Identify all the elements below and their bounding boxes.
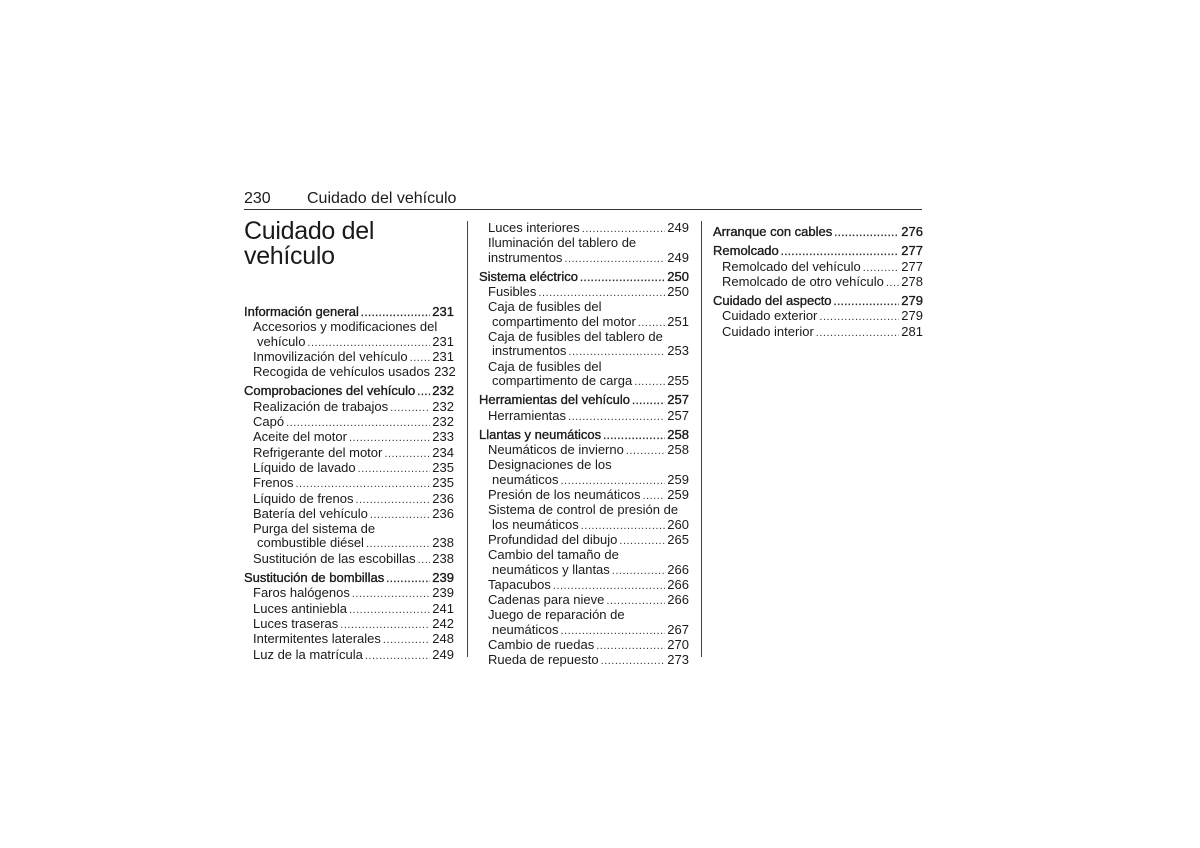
toc-page-number: 266: [667, 576, 689, 592]
toc-column-3: [713, 225, 923, 340]
column-divider: [701, 221, 702, 657]
toc-item[interactable]: [244, 586, 454, 601]
toc-item[interactable]: [479, 330, 689, 360]
leader-dots: [417, 385, 430, 399]
toc-item[interactable]: [244, 430, 454, 445]
leader-dots: [383, 633, 430, 647]
toc-page-number: 236: [432, 490, 454, 506]
toc-item[interactable]: [244, 632, 454, 647]
toc-page-number: 265: [667, 531, 689, 547]
leader-dots: [619, 534, 665, 548]
toc-page-number: 257: [667, 407, 689, 423]
toc-item[interactable]: [713, 275, 923, 290]
leader-dots: [384, 447, 430, 461]
toc-item-label: Realización de trabajos: [253, 398, 389, 414]
toc-item-label: Aceite del motor: [253, 429, 347, 445]
toc-item-label: Accesorios y modificaciones del: [253, 319, 438, 335]
toc-section[interactable]: [479, 270, 689, 285]
leader-dots: [781, 245, 900, 259]
toc-section[interactable]: [713, 244, 923, 259]
toc-section[interactable]: [713, 294, 923, 309]
toc-item-label: Caja de fusibles del tablero de: [488, 329, 663, 345]
toc-page-number: 231: [432, 304, 454, 319]
toc-item[interactable]: [244, 507, 454, 522]
leader-dots: [355, 493, 430, 507]
toc-item[interactable]: [244, 365, 454, 380]
toc-item[interactable]: [479, 221, 689, 236]
leader-dots: [568, 345, 665, 359]
toc-item-label: Luces antiniebla: [253, 600, 347, 616]
toc-item-label: Capó: [253, 414, 285, 430]
toc-section-label: Herramientas del vehículo: [479, 392, 631, 408]
toc-page-number: 277: [901, 258, 923, 274]
toc-item-label: Cambio de ruedas: [488, 637, 595, 653]
toc-item[interactable]: [479, 488, 689, 503]
leader-dots: [390, 401, 430, 415]
toc-item-label: Faros halógenos: [253, 585, 350, 601]
toc-item-label: Batería del vehículo: [253, 505, 368, 521]
toc-page-number: 232: [432, 383, 454, 399]
toc-page-number: 231: [432, 348, 454, 364]
toc-item-label: Remolcado de otro vehículo: [722, 273, 884, 289]
toc-item[interactable]: [244, 648, 454, 663]
toc-page-number: 232: [434, 364, 456, 380]
toc-item-label: Luces interiores: [488, 220, 580, 235]
leader-dots: [366, 537, 430, 551]
leader-dots: [642, 489, 665, 503]
toc-page-number: 276: [901, 224, 923, 239]
toc-item-label: Cuidado exterior: [722, 308, 818, 324]
page-number: 230: [244, 190, 271, 207]
toc-page-number: 257: [667, 392, 689, 408]
chapter-title-line: Cuidado del: [244, 217, 375, 245]
toc-item[interactable]: [244, 350, 454, 365]
toc-page-number: 255: [667, 372, 689, 388]
toc-item-label: Cadenas para nieve: [488, 592, 605, 608]
toc-item-label: Designaciones de los: [488, 457, 612, 473]
toc-section-label: Remolcado: [713, 243, 779, 259]
toc-item-label: Rueda de repuesto: [488, 652, 599, 668]
toc-item[interactable]: [244, 400, 454, 415]
toc-item-label: Iluminación del tablero de: [488, 235, 637, 251]
toc-item[interactable]: [479, 443, 689, 458]
toc-item-label: Purga del sistema de: [253, 521, 376, 537]
toc-section-label: Comprobaciones del vehículo: [244, 383, 416, 399]
toc-item-label: Sustitución de las escobillas: [253, 550, 416, 566]
toc-item[interactable]: [479, 593, 689, 608]
toc-page-number: 242: [432, 615, 454, 631]
toc-item[interactable]: [479, 548, 689, 578]
toc-section-label: Llantas y neumáticos: [479, 426, 602, 442]
toc-section-label: Sistema eléctrico: [479, 268, 578, 284]
leader-dots: [553, 579, 665, 593]
column-divider: [467, 221, 468, 657]
leader-dots: [863, 261, 900, 275]
toc-item-label: Caja de fusibles del: [488, 358, 602, 374]
toc-item[interactable]: [244, 320, 454, 350]
leader-dots: [295, 477, 430, 491]
toc-item-label: Neumáticos de invierno: [488, 442, 624, 458]
toc-item[interactable]: [244, 492, 454, 507]
leader-dots: [834, 226, 899, 240]
toc-page-number: 266: [667, 561, 689, 577]
leader-dots: [352, 587, 430, 601]
toc-item[interactable]: [479, 409, 689, 424]
leader-dots: [538, 286, 665, 300]
toc-page-number: 253: [667, 343, 689, 359]
leader-dots: [560, 624, 665, 638]
toc-page-number: 251: [667, 313, 689, 329]
toc-item[interactable]: [713, 260, 923, 275]
toc-item-label: neumáticos y llantas: [492, 561, 610, 577]
leader-dots: [340, 618, 430, 632]
toc-page-number: 235: [432, 475, 454, 491]
toc-page-number: 249: [667, 220, 689, 235]
toc-item-label: neumáticos: [492, 621, 559, 637]
toc-item[interactable]: [244, 617, 454, 632]
toc-page-number: 279: [901, 293, 923, 309]
toc-item[interactable]: [244, 446, 454, 461]
leader-dots: [365, 649, 430, 663]
leader-dots: [601, 654, 666, 668]
toc-page-number: 259: [667, 471, 689, 487]
leader-dots: [834, 295, 900, 309]
toc-section-label: Sustitución de bombillas: [244, 570, 385, 586]
toc-item[interactable]: [244, 476, 454, 491]
toc-item[interactable]: [244, 552, 454, 567]
toc-section[interactable]: [479, 393, 689, 408]
leader-dots: [349, 603, 430, 617]
toc-section[interactable]: [244, 384, 454, 399]
toc-page-number: 259: [667, 487, 689, 503]
toc-page-number: 281: [901, 323, 923, 339]
toc-page-number: 236: [432, 505, 454, 521]
toc-item[interactable]: [479, 533, 689, 548]
toc-page-number: 273: [667, 652, 689, 668]
toc-item-label: Tapacubos: [488, 576, 551, 592]
toc-item-label: Herramientas: [488, 407, 567, 423]
toc-page-number: 248: [432, 631, 454, 647]
toc-item-label: Refrigerante del motor: [253, 444, 383, 460]
leader-dots: [386, 572, 430, 586]
toc-section-label: Información general: [244, 304, 359, 319]
toc-page-number: 231: [432, 333, 454, 349]
toc-item-label: neumáticos: [492, 471, 559, 487]
chapter-title-line: vehículo: [244, 242, 335, 270]
toc-item[interactable]: [479, 653, 689, 668]
toc-item[interactable]: [479, 578, 689, 593]
leader-dots: [370, 508, 430, 522]
leader-dots: [596, 639, 665, 653]
toc-item[interactable]: [713, 309, 923, 324]
toc-page-number: 238: [432, 550, 454, 566]
leader-dots: [612, 564, 666, 578]
toc-page-number: 241: [432, 600, 454, 616]
toc-page-number: 232: [432, 414, 454, 430]
leader-dots: [632, 394, 665, 408]
toc-item[interactable]: [479, 638, 689, 653]
leader-dots: [816, 326, 900, 340]
toc-section[interactable]: [713, 225, 923, 240]
leader-dots: [361, 306, 430, 320]
leader-dots: [580, 271, 665, 285]
toc-item-label: Inmovilización del vehículo: [253, 348, 408, 364]
toc-item-label: compartimento del motor: [492, 313, 636, 329]
toc-item[interactable]: [244, 415, 454, 430]
toc-section-label: Arranque con cables: [713, 224, 833, 239]
toc-item-label: Sistema de control de presión de: [488, 502, 679, 518]
toc-page-number: 250: [667, 284, 689, 300]
toc-item[interactable]: [479, 503, 689, 533]
toc-page-number: 238: [432, 535, 454, 551]
leader-dots: [418, 553, 431, 567]
toc-page-number: 278: [901, 273, 923, 289]
leader-dots: [582, 222, 666, 236]
toc-item-label: Caja de fusibles del: [488, 299, 602, 315]
toc-item-label: compartimento de carga: [492, 372, 633, 388]
toc-page-number: 258: [667, 442, 689, 458]
leader-dots: [358, 462, 431, 476]
toc-item-label: Recogida de vehículos usados: [253, 364, 431, 380]
leader-dots: [307, 336, 430, 350]
toc-section[interactable]: [244, 305, 454, 320]
toc-page-number: 233: [432, 429, 454, 445]
toc-item-label: Líquido de lavado: [253, 459, 356, 475]
toc-page-number: 266: [667, 592, 689, 608]
toc-item-label: Luz de la matrícula: [253, 646, 363, 662]
toc-column-1: [244, 305, 454, 663]
toc-section[interactable]: [479, 428, 689, 443]
toc-item-label: Líquido de frenos: [253, 490, 354, 506]
chapter-title: [244, 219, 454, 269]
toc-item-label: Fusibles: [488, 284, 537, 300]
leader-dots: [581, 519, 666, 533]
toc-item-label: Profundidad del dibujo: [488, 531, 618, 547]
toc-item[interactable]: [479, 458, 689, 488]
toc-item[interactable]: [244, 602, 454, 617]
toc-page-number: 234: [432, 444, 454, 460]
toc-section[interactable]: [244, 571, 454, 586]
toc-item-label: Intermitentes laterales: [253, 631, 381, 647]
leader-dots: [886, 276, 899, 290]
toc-section-label: Cuidado del aspecto: [713, 293, 832, 309]
leader-dots: [819, 310, 899, 324]
toc-item[interactable]: [713, 325, 923, 340]
toc-page-number: 270: [667, 637, 689, 653]
toc-item-label: Cambio del tamaño de: [488, 547, 619, 563]
toc-page-number: 235: [432, 459, 454, 475]
toc-page-number: 249: [432, 646, 454, 662]
toc-item[interactable]: [244, 522, 454, 552]
leader-dots: [564, 252, 665, 266]
toc-item-label: instrumentos: [492, 343, 567, 359]
toc-item[interactable]: [244, 461, 454, 476]
toc-item-label: Frenos: [253, 475, 294, 491]
toc-item-label: Luces traseras: [253, 615, 339, 631]
leader-dots: [286, 416, 430, 430]
toc-item[interactable]: [479, 360, 689, 390]
toc-page-number: 239: [432, 570, 454, 586]
toc-item-label: vehículo: [257, 333, 306, 349]
toc-item-label: Remolcado del vehículo: [722, 258, 861, 274]
leader-dots: [606, 594, 665, 608]
leader-dots: [638, 316, 666, 330]
page-header: [244, 190, 922, 210]
running-title: Cuidado del vehículo: [307, 190, 457, 207]
leader-dots: [603, 429, 665, 443]
toc-item[interactable]: [479, 608, 689, 638]
toc-item-label: instrumentos: [488, 249, 563, 265]
toc-item-label: Juego de reparación de: [488, 607, 625, 623]
toc-page-number: 239: [432, 585, 454, 601]
toc-page-number: 277: [901, 243, 923, 259]
toc-page-number: 279: [901, 308, 923, 324]
toc-item[interactable]: [479, 300, 689, 330]
leader-dots: [568, 410, 665, 424]
toc-item[interactable]: [479, 236, 689, 266]
toc-item[interactable]: [479, 285, 689, 300]
toc-page-number: 249: [667, 249, 689, 265]
toc-item-label: los neumáticos: [492, 516, 579, 532]
leader-dots: [626, 444, 665, 458]
toc-page-number: 267: [667, 621, 689, 637]
toc-page-number: 232: [432, 398, 454, 414]
toc-page-number: 258: [667, 426, 689, 442]
leader-dots: [634, 375, 665, 389]
leader-dots: [560, 474, 665, 488]
leader-dots: [410, 351, 431, 365]
toc-item-label: combustible diésel: [257, 535, 364, 551]
toc-item-label: Presión de los neumáticos: [488, 487, 641, 503]
toc-page-number: 250: [667, 268, 689, 284]
toc-item-label: Cuidado interior: [722, 323, 814, 339]
toc-column-2: [479, 221, 689, 669]
toc-page-number: 260: [667, 516, 689, 532]
leader-dots: [349, 431, 430, 445]
